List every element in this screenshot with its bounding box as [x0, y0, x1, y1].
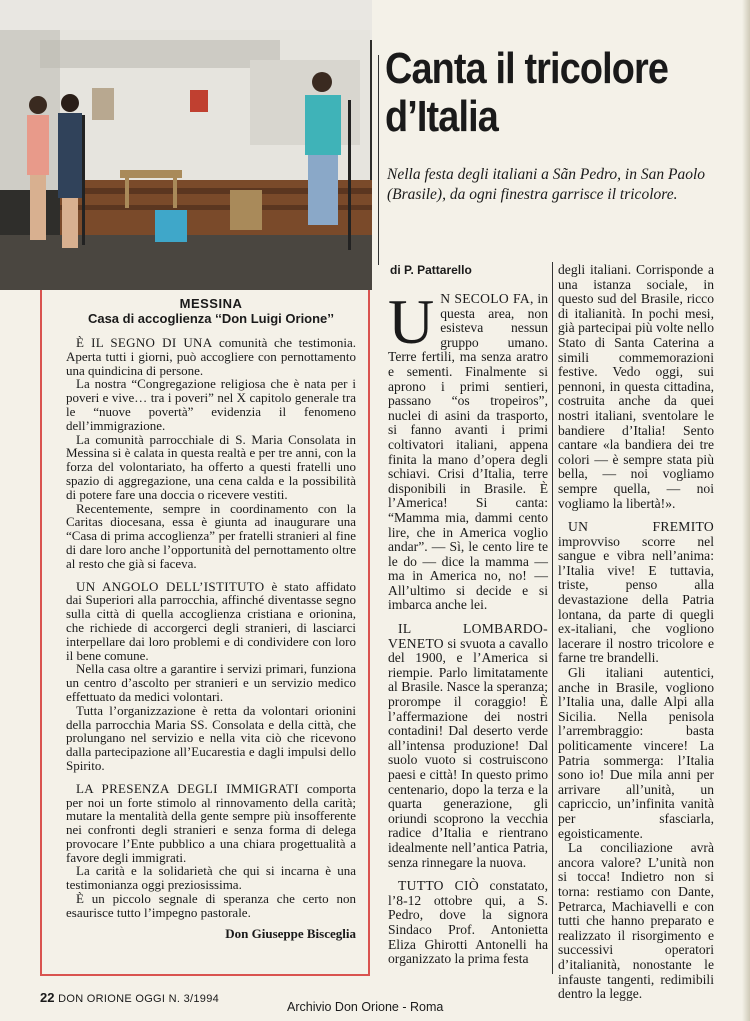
smallcaps-lead: N SECOLO FA, [440, 291, 534, 306]
article-title: Canta il tricolore d’Italia [385, 44, 669, 141]
smallcaps-lead: TUTTO CIÒ [398, 878, 479, 894]
smallcaps-lead: IL LOMBARDO-VENETO [388, 621, 548, 651]
sidebar-paragraph: La carità e la solidarietà che qui si incarna è una testimonianza oggi preziosissima. [66, 863, 356, 893]
article-paragraph: Gli italiani autentici, anche in Brasile, vogliono l’Italia una, dalle Alpi alla Sicilia. Nella penisola l’arrembraggio: basta politicamente vincere! La Patria sommerga: l’Italia sono io! Due mila anni per arrivare all’unità, un capriccio, un’infinita vanità per sfasciarla, egoisticamente. [558, 665, 714, 841]
sidebar-paragraph: Tutta l’organizzazione è retta da volontari orionini della parrocchia Maria SS. Consolata e della città, che prolungano nel servizio e nella vita ciò che ricevono dalla partecipazione all’Eucarestia e dagli impulsi dello Spirito. [66, 702, 356, 773]
sidebar-paragraph: Recentemente, sempre in coordinamento con la Caritas diocesana, essa è giunta ad inaugurare una “Casa di prima accoglienza” per fratelli stranieri al fine di dare loro anche l’opportunità del pernottamento oltre al resto che già si faceva. [66, 500, 356, 571]
page-footer [40, 990, 219, 1005]
paragraph-text: comporta per noi un forte stimolo al rinnovamento della carità; mutare la mentalità della gente sempre più insofferente nei confronti degli stranieri e senza forma di delega provocare l’Ente pubblico a una chiara progettualità a favore degli immigrati. [66, 780, 357, 865]
sidebar-paragraph [66, 782, 356, 865]
sidebar-signature: Don Giuseppe Bisceglia [225, 925, 356, 941]
sidebar-paragraph: Nella casa oltre a garantire i servizi primari, funziona un centro d’ascolto per stranieri e un servizio medico effettuato da medici volontari. [66, 661, 356, 704]
article-photo [0, 0, 372, 290]
paragraph-text: si svuota a cavallo del 1900, e l’America si riempie. Parlo limitatamente al Brasile. Nasce la speranza; prorompe il coraggio! È l’affermazione dei nostri contadini! Dal deserto verde all’intensa produzione! Dal suolo vuoto si costruiscono paesi e città! In questo primo centenario, dopo la terza e la quarta generazione, gli oriundi scoprono la vecchia radice d’Italia e rientrano idealmente nell’antica Patria, senza rinnegare la nuova. [388, 635, 548, 870]
article-column-2 [558, 263, 714, 1002]
article-paragraph: La conciliazione avrà ancora valore? L’unità non si tocca! Indietro non si torna: restiamo con Dante, Petrarca, Machiavelli e con tutti che hanno preparato e realizzato il risorgimento e successivi operatori d’italianità, nonostante le infauste tangenti, redimibili dentro la legge. [558, 840, 714, 1002]
page-edge-shadow [742, 0, 750, 1021]
smallcaps-lead: UN FREMITO [568, 519, 714, 535]
sidebar-heading: Casa di accoglienza ‘‘Don Luigi Orione’’ [87, 311, 335, 326]
headline-block [385, 45, 740, 141]
smallcaps-lead: UN ANGOLO DELL’ISTITUTO [76, 578, 265, 594]
smallcaps-lead: LA PRESENZA DEGLI IMMIGRATI [76, 780, 299, 796]
drop-cap: U [388, 286, 435, 357]
paragraph-text: è stato affidato dai Superiori alla parrocchia, affinché diventasse segno sulla città di quella accoglienza cristiana e orionina, che richiede di accorgerci degli stranieri, di lasciarci interpellare dai loro problemi e di condividere con loro il bene comune. [66, 578, 356, 663]
sidebar-paragraph: La nostra “Congregazione religiosa che è nata per i poveri e vive… tra i poveri” nel X capitolo generale tra le “nuove povertà” evidenzia il fenomeno dell’immigrazione. [66, 376, 356, 433]
column-rule [552, 262, 553, 974]
paragraph-text: improvviso scorre nel sangue e vibra nell’anima: l’Italia vive! E tuttavia, triste, penso alla devastazione della Patria lontana, da parte di quegli ex-italiani, che vogliono lacerare il nostro tricolore e farne tre brandelli. [558, 533, 714, 666]
paragraph-text: constatato, l’8-12 ottobre qui, a S. Pedro, dove la signora Sindaco Prof. Antonietta Eliza Ghirotti Antonelli ha organizzato la prima festa [388, 878, 548, 967]
sidebar-paragraph: La comunità parrocchiale di S. Maria Consolata in Messina si è calata in questa realtà e per tre anni, con la forza del volontariato, ha offerto a questi fratelli uno spazio di aggregazione, una cena calda e la possibilità di potere fare una doccia o ricevere vestiti. [66, 431, 356, 502]
paragraph-text: comunità che testimonia. Aperta tutti i giorni, può accogliere con pernottamento una quindicina di persone. [66, 335, 356, 378]
archive-credit: Archivio Don Orione - Roma [287, 1000, 444, 1014]
magazine-issue: DON ORIONE OGGI N. 3/1994 [58, 993, 220, 1005]
article-paragraph [558, 520, 714, 666]
article-byline: di P. Pattarello [390, 263, 472, 277]
article-paragraph [388, 879, 548, 967]
sidebar-paragraph: È un piccolo segnale di speranza che certo non esaurisce tutto l’impegno pastorale. [66, 891, 356, 920]
sidebar-paragraph [66, 580, 356, 663]
smallcaps-lead: È IL SEGNO DI UNA [76, 335, 213, 350]
paragraph-text: in questa area, non esisteva nessun gruppo umano. Terre fertili, ma senza aratro e sementi. Finalmente si aprono i primi sentieri, passano “os tropeiros”, nuclei di asini da trasporto, si fanno avanti i primi coltivatori italiani, appena finita la mano d’opera degli schiavi. Crisi d’Italia, terre disponibili in Brasile. È l’America! Si canta: “Mamma mia, dammi cento lire, che in America voglio andar”. — Sì, le cento lire te le do — dice la mamma — ma in America no, no! — All’ultimo si decide e si imbarca anche lei. [388, 291, 548, 613]
sidebar-city: MESSINA [179, 296, 243, 311]
article-subtitle: Nella festa degli italiani a Sãn Pedro, in San Paolo (Brasile), da ogni finestra garrisce il tricolore. [387, 166, 706, 203]
page-number: 22 [40, 990, 55, 1005]
article-column-1 [388, 286, 548, 967]
article-paragraph: degli italiani. Corrisponde a una istanza sociale, in questo sud del Brasile, ricco di italianità. In pochi mesi, già partecipai più volte nello Stato di Santa Caterina a simili commemorazioni festive. Vedo oggi, sui pennoni, in questa cittadina, costruita anche da quei nostri italiani, sventolare le bandiere d’Italia! Sento cantare «la bandiera dei tre colori — è sempre stata più bella, — noi vogliamo sempre quella, — noi vogliamo la libertà!». [558, 262, 714, 511]
article-paragraph [388, 622, 548, 870]
column-rule-title [378, 55, 379, 265]
sidebar-paragraph [66, 336, 356, 377]
sidebar-box [40, 290, 370, 976]
article-paragraph [388, 286, 548, 613]
